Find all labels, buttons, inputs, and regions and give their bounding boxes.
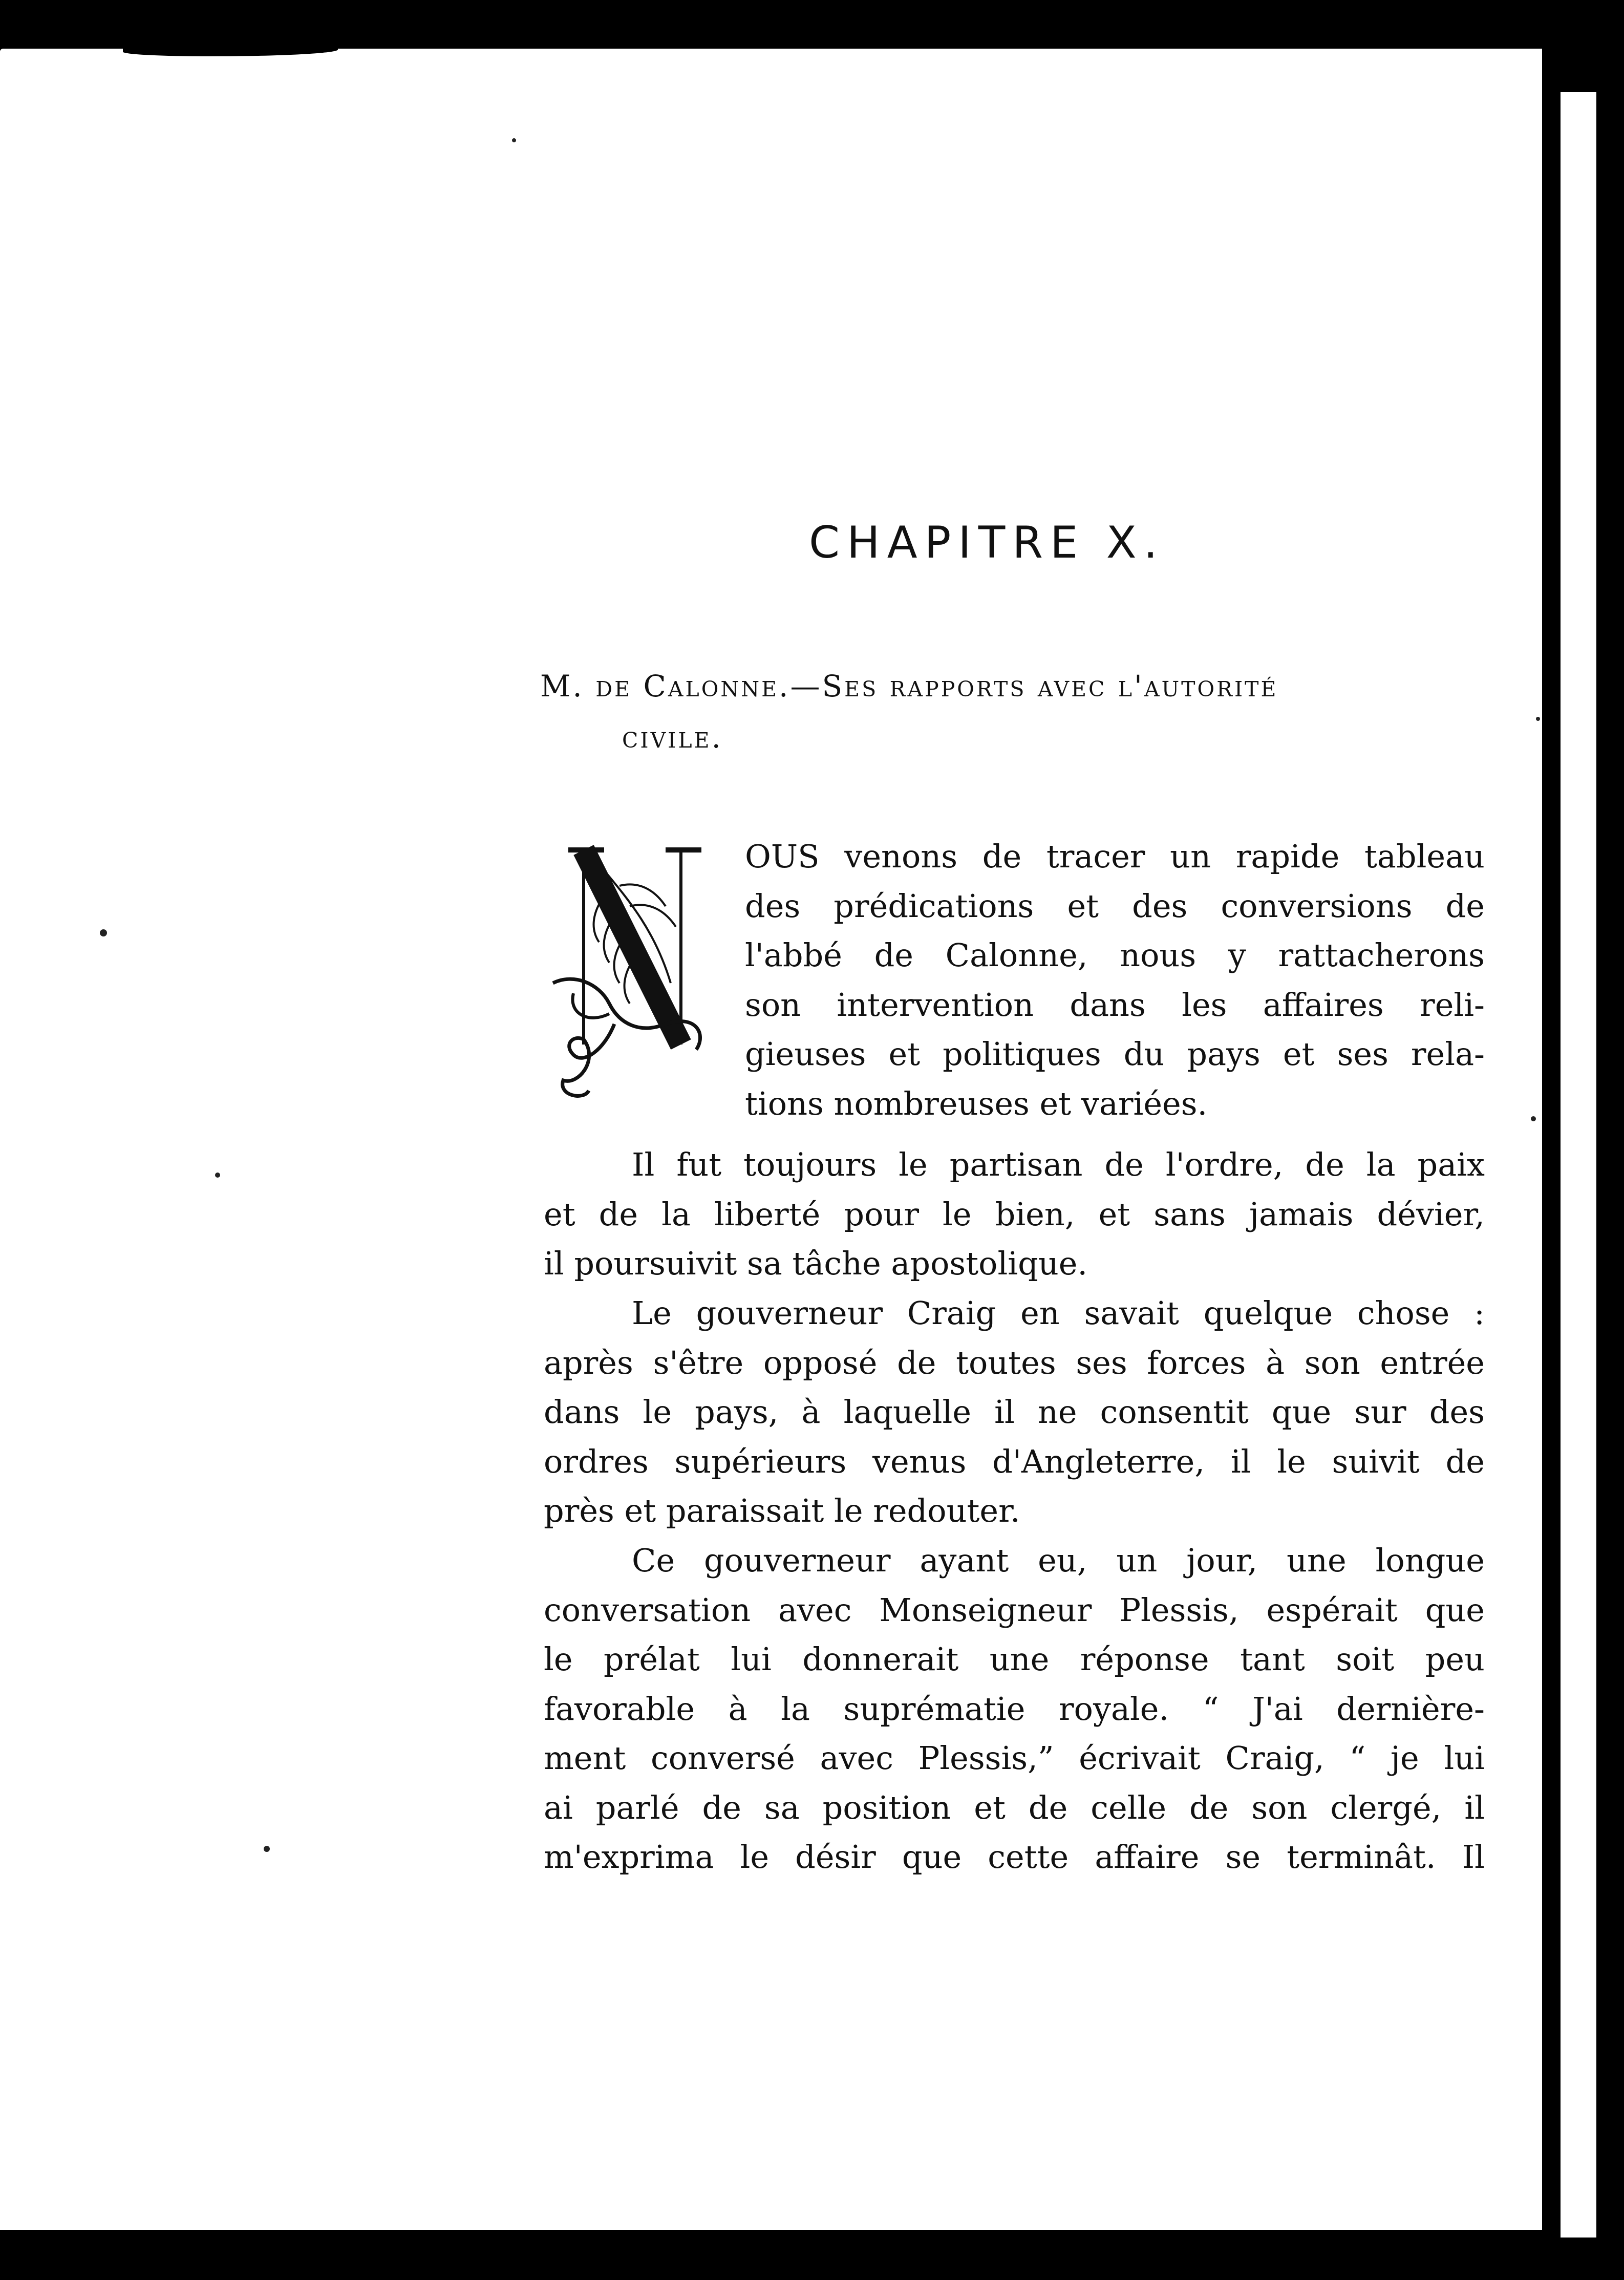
text-line: ordres supérieurs venus d'Angleterre, il le suivit de bbox=[544, 1442, 1485, 1480]
text-line: l'abbé de Calonne, nous y rattacherons bbox=[745, 936, 1485, 974]
text-line: favorable à la suprématie royale. “ J'ai dernière- bbox=[544, 1690, 1485, 1728]
text-line: des prédications et des conversions de bbox=[745, 887, 1485, 925]
text-line: après s'être opposé de toutes ses forces à son entrée bbox=[544, 1344, 1485, 1381]
paragraph-4 bbox=[544, 1536, 1485, 1882]
scan-speck bbox=[1536, 717, 1540, 721]
text-line: conversation avec Monseigneur Plessis, espérait que bbox=[544, 1591, 1485, 1629]
chapter-heading-line-2: civile. bbox=[622, 720, 723, 755]
text-line: son intervention dans les affaires reli- bbox=[745, 986, 1485, 1024]
text-line: il poursuivit sa tâche apostolique. bbox=[544, 1245, 1088, 1282]
scan-speck bbox=[264, 1846, 270, 1852]
text-line: Le gouverneur Craig en savait quelque chose : bbox=[632, 1294, 1485, 1332]
text-line: OUS venons de tracer un rapide tableau bbox=[745, 838, 1485, 875]
text-line: gieuses et politiques du pays et ses rela- bbox=[745, 1035, 1485, 1073]
text-line: le prélat lui donnerait une réponse tant soit peu bbox=[544, 1640, 1485, 1678]
chapter-heading bbox=[540, 660, 1487, 763]
scan-speck bbox=[1531, 1116, 1536, 1121]
paragraph-3 bbox=[544, 1289, 1485, 1536]
text-line: dans le pays, à laquelle il ne consentit que sur des bbox=[544, 1393, 1485, 1431]
scan-speck bbox=[100, 929, 107, 936]
chapter-heading-line-1: M. de Calonne.—Ses rapports avec l'autorité bbox=[540, 669, 1278, 704]
paragraph-1 bbox=[745, 832, 1485, 1128]
right-margin-strip bbox=[1561, 92, 1596, 2238]
text-line: m'exprima le désir que cette affaire se terminât. Il bbox=[544, 1838, 1485, 1876]
svg-text:N: N bbox=[571, 830, 768, 1093]
text-line: tions nombreuses et variées. bbox=[745, 1084, 1208, 1122]
paragraph-2 bbox=[544, 1140, 1485, 1289]
page-paper bbox=[0, 49, 1542, 2230]
text-line: Il fut toujours le partisan de l'ordre, de la paix bbox=[632, 1146, 1485, 1183]
scan-speck bbox=[215, 1173, 220, 1178]
text-line: ai parlé de sa position et de celle de son clergé, il bbox=[544, 1788, 1485, 1826]
text-line: et de la liberté pour le bien, et sans jamais dévier, bbox=[544, 1195, 1485, 1233]
ornamental-dropcap bbox=[553, 829, 768, 1137]
text-line: ment conversé avec Plessis,” écrivait Craig, “ je lui bbox=[544, 1739, 1485, 1777]
text-line: près et paraissait le redouter. bbox=[544, 1492, 1020, 1529]
text-line: Ce gouverneur ayant eu, un jour, une longue bbox=[632, 1542, 1485, 1579]
chapter-title: CHAPITRE X. bbox=[809, 517, 1165, 568]
scan-speck bbox=[512, 138, 516, 142]
